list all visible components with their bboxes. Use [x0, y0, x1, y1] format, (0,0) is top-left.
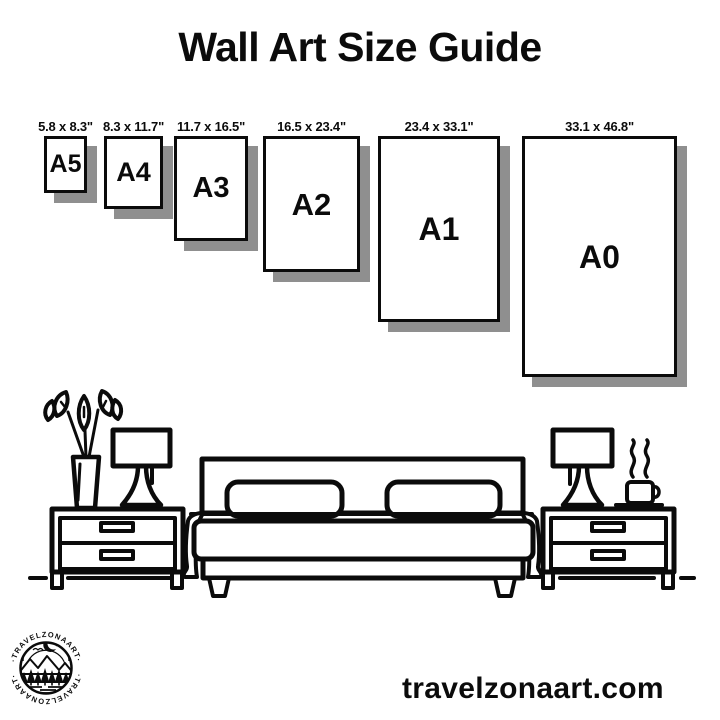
plant-vase-icon [45, 391, 121, 508]
bed-icon [184, 459, 541, 596]
size-dimensions-a1: 23.4 x 33.1" [404, 119, 474, 134]
size-dimensions-a2: 16.5 x 23.4" [277, 119, 346, 134]
size-letter-a3: A3 [192, 172, 230, 204]
size-letter-a5: A5 [49, 150, 82, 178]
size-dimensions-a5: 5.8 x 8.3" [38, 119, 93, 134]
size-letter-a2: A2 [291, 186, 332, 222]
page-title: Wall Art Size Guide [178, 24, 542, 70]
size-letter-a1: A1 [418, 211, 460, 247]
size-dimensions-a3: 11.7 x 16.5" [176, 119, 246, 134]
mountains-icon [18, 656, 74, 674]
size-dimensions-a4: 8.3 x 11.7" [102, 119, 165, 134]
size-letter-a4: A4 [116, 157, 151, 187]
coffee-cup-icon [616, 440, 662, 505]
table-lamp-left-icon [113, 430, 170, 505]
size-dimensions-a0: 33.1 x 46.8" [565, 119, 634, 134]
logo-text-bottom: ·TRAVELZONAART· [8, 672, 84, 707]
brand-logo [4, 626, 88, 710]
size-letter-a0: A0 [579, 238, 620, 275]
table-lamp-right-icon [553, 430, 612, 505]
logo-text-top: ·TRAVELZONAART· [8, 629, 84, 664]
website-url: travelzonaart.com [402, 672, 664, 705]
